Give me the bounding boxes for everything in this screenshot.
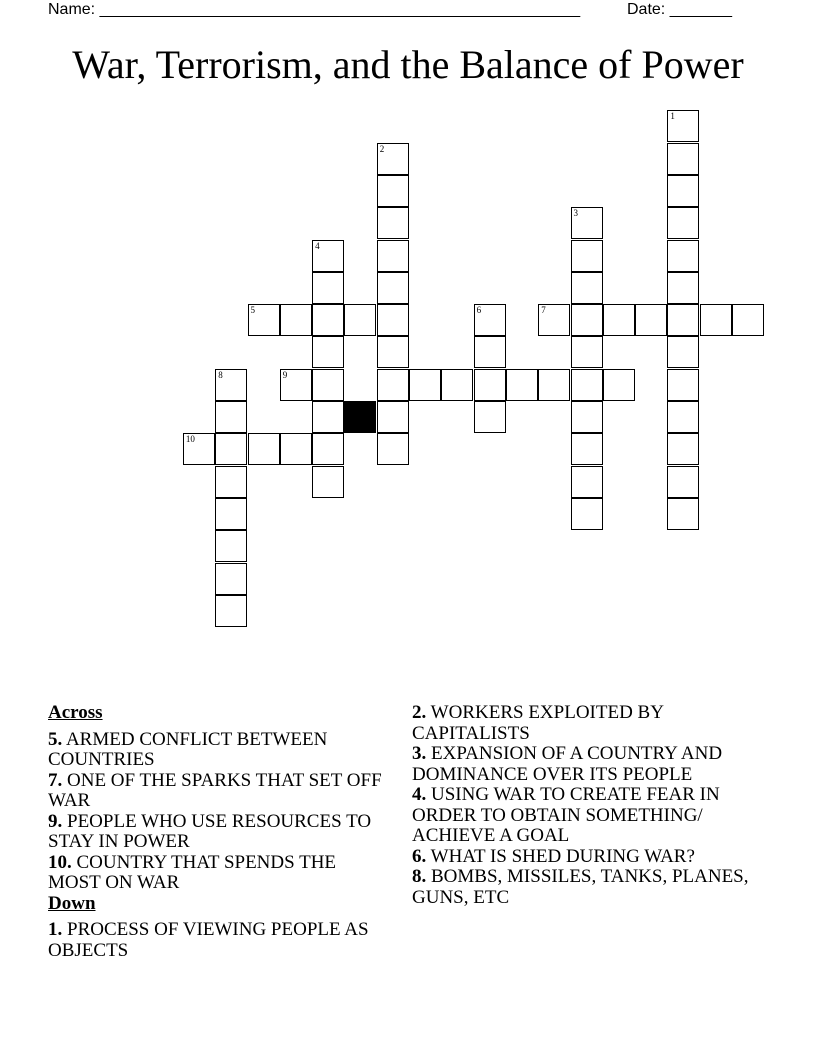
crossword-cell[interactable] bbox=[215, 563, 247, 595]
crossword-cell[interactable] bbox=[441, 369, 473, 401]
crossword-cell[interactable] bbox=[571, 498, 603, 530]
crossword-cell[interactable] bbox=[215, 530, 247, 562]
crossword-cell[interactable] bbox=[474, 401, 506, 433]
crossword-cell[interactable] bbox=[474, 336, 506, 368]
crossword-cell[interactable] bbox=[215, 369, 247, 401]
crossword-cell[interactable] bbox=[280, 433, 312, 465]
clue-across-7 bbox=[48, 771, 393, 812]
crossword-cell[interactable] bbox=[667, 304, 699, 336]
crossword-cell[interactable] bbox=[215, 595, 247, 627]
clue-text: USING WAR TO CREATE FEAR IN ORDER TO OBTAIN SOMETHING/ ACHIEVE A GOAL bbox=[412, 784, 720, 846]
crossword-cell[interactable] bbox=[571, 369, 603, 401]
clue-down-8 bbox=[412, 867, 772, 908]
crossword-cell[interactable] bbox=[377, 304, 409, 336]
clue-text: ONE OF THE SPARKS THAT SET OFF WAR bbox=[48, 769, 382, 811]
clue-down-6 bbox=[412, 847, 772, 868]
crossword-cell[interactable] bbox=[571, 401, 603, 433]
crossword-cell[interactable] bbox=[667, 175, 699, 207]
crossword-cell[interactable] bbox=[700, 304, 732, 336]
crossword-cell[interactable] bbox=[635, 304, 667, 336]
crossword-cell[interactable] bbox=[280, 304, 312, 336]
crossword-cell[interactable] bbox=[571, 272, 603, 304]
date-field: Date: _______ bbox=[627, 1, 732, 18]
crossword-cell[interactable] bbox=[506, 369, 538, 401]
crossword-cell[interactable] bbox=[377, 336, 409, 368]
clue-number: 1. bbox=[48, 919, 63, 940]
crossword-cell[interactable] bbox=[377, 369, 409, 401]
clue-text: ARMED CONFLICT BETWEEN COUNTRIES bbox=[48, 728, 328, 770]
crossword-cell[interactable] bbox=[248, 304, 280, 336]
crossword-cell[interactable] bbox=[377, 207, 409, 239]
crossword-cell[interactable] bbox=[603, 304, 635, 336]
crossword-cell[interactable] bbox=[538, 369, 570, 401]
crossword-cell[interactable] bbox=[667, 401, 699, 433]
page-title: War, Terrorism, and the Balance of Power bbox=[72, 42, 744, 87]
crossword-cell[interactable] bbox=[732, 304, 764, 336]
clue-text: PEOPLE WHO USE RESOURCES TO STAY IN POWER bbox=[48, 810, 372, 852]
clue-down-2 bbox=[412, 703, 772, 744]
crossword-cell[interactable] bbox=[312, 401, 344, 433]
crossword-cell[interactable] bbox=[474, 304, 506, 336]
clue-across-5 bbox=[48, 730, 393, 771]
cell-number: 2 bbox=[379, 143, 385, 154]
cell-number: 4 bbox=[315, 240, 320, 251]
crossword-cell[interactable] bbox=[667, 240, 699, 272]
crossword-cell[interactable] bbox=[603, 369, 635, 401]
clue-text: PROCESS OF VIEWING PEOPLE AS OBJECTS bbox=[48, 919, 369, 961]
crossword-cell[interactable] bbox=[667, 207, 699, 239]
crossword-cell[interactable] bbox=[377, 433, 409, 465]
clues-column-right bbox=[412, 703, 772, 908]
crossword-cell[interactable] bbox=[215, 433, 247, 465]
crossword-cell[interactable] bbox=[667, 369, 699, 401]
crossword-cell[interactable] bbox=[667, 143, 699, 175]
clue-number: 9. bbox=[48, 810, 63, 832]
clues-column-left bbox=[48, 703, 393, 961]
name-field: Name: ______________________________________________________ bbox=[48, 1, 581, 18]
crossword-cell[interactable] bbox=[571, 207, 603, 239]
clue-across-9 bbox=[48, 812, 393, 853]
cell-number: 5 bbox=[250, 305, 255, 316]
crossword-cell[interactable] bbox=[538, 304, 570, 336]
crossword-cell[interactable] bbox=[312, 369, 344, 401]
crossword-cell[interactable] bbox=[215, 401, 247, 433]
clue-down-3 bbox=[412, 744, 772, 785]
crossword-cell[interactable] bbox=[248, 433, 280, 465]
clue-text: EXPANSION OF A COUNTRY AND DOMINANCE OVER ITS PEOPLE bbox=[412, 743, 723, 785]
crossword-cell[interactable] bbox=[280, 369, 312, 401]
cell-number: 9 bbox=[282, 369, 288, 380]
clue-number: 4. bbox=[412, 784, 427, 805]
cell-number: 7 bbox=[541, 305, 546, 316]
crossword-cell[interactable] bbox=[571, 433, 603, 465]
clue-number: 10. bbox=[48, 851, 72, 873]
clue-number: 7. bbox=[48, 769, 63, 791]
across-heading: Across bbox=[48, 702, 103, 723]
clue-number: 3. bbox=[412, 743, 427, 764]
crossword-cell[interactable] bbox=[667, 433, 699, 465]
clue-text: COUNTRY THAT SPENDS THE MOST ON WAR bbox=[48, 851, 337, 893]
crossword-cell[interactable] bbox=[377, 401, 409, 433]
crossword-cell[interactable] bbox=[667, 466, 699, 498]
crossword-cell[interactable] bbox=[377, 175, 409, 207]
cell-number: 8 bbox=[218, 369, 223, 380]
crossword-cell[interactable] bbox=[312, 433, 344, 465]
clue-down-4 bbox=[412, 785, 772, 847]
clue-number: 6. bbox=[412, 845, 427, 867]
crossword-cell[interactable] bbox=[571, 304, 603, 336]
crossword-cell[interactable] bbox=[312, 240, 344, 272]
crossword-cell[interactable] bbox=[215, 466, 247, 498]
crossword-cell[interactable] bbox=[571, 466, 603, 498]
crossword-cell[interactable] bbox=[667, 110, 699, 142]
clue-number: 2. bbox=[412, 702, 427, 723]
clue-number: 5. bbox=[48, 728, 63, 750]
cell-number: 3 bbox=[573, 208, 578, 219]
clue-across-10 bbox=[48, 853, 393, 894]
crossword-cell[interactable] bbox=[667, 498, 699, 530]
down-heading: Down bbox=[48, 892, 96, 914]
crossword-cell[interactable] bbox=[377, 143, 409, 175]
crossword-cell[interactable] bbox=[667, 336, 699, 368]
crossword-cell[interactable] bbox=[312, 304, 344, 336]
clue-down-1 bbox=[48, 920, 393, 961]
crossword-cell[interactable] bbox=[571, 336, 603, 368]
clue-text: BOMBS, MISSILES, TANKS, PLANES, GUNS, ETC bbox=[412, 866, 749, 908]
clue-text: WORKERS EXPLOITED BY CAPITALISTS bbox=[412, 702, 664, 744]
crossword-cell[interactable] bbox=[377, 240, 409, 272]
crossword-cell[interactable] bbox=[183, 433, 215, 465]
clue-text: WHAT IS SHED DURING WAR? bbox=[430, 845, 695, 867]
crossword-cell[interactable] bbox=[312, 466, 344, 498]
crossword-block bbox=[344, 401, 376, 433]
crossword-cell[interactable] bbox=[344, 304, 376, 336]
crossword-cell[interactable] bbox=[571, 240, 603, 272]
crossword-cell[interactable] bbox=[377, 272, 409, 304]
crossword-cell[interactable] bbox=[312, 336, 344, 368]
cell-number: 10 bbox=[185, 434, 195, 445]
crossword-cell[interactable] bbox=[215, 498, 247, 530]
crossword-cell[interactable] bbox=[312, 272, 344, 304]
crossword-cell[interactable] bbox=[667, 272, 699, 304]
crossword-cell[interactable] bbox=[409, 369, 441, 401]
crossword-cell[interactable] bbox=[474, 369, 506, 401]
cell-number: 1 bbox=[670, 111, 675, 122]
clue-number: 8. bbox=[412, 866, 427, 887]
cell-number: 6 bbox=[476, 305, 482, 316]
